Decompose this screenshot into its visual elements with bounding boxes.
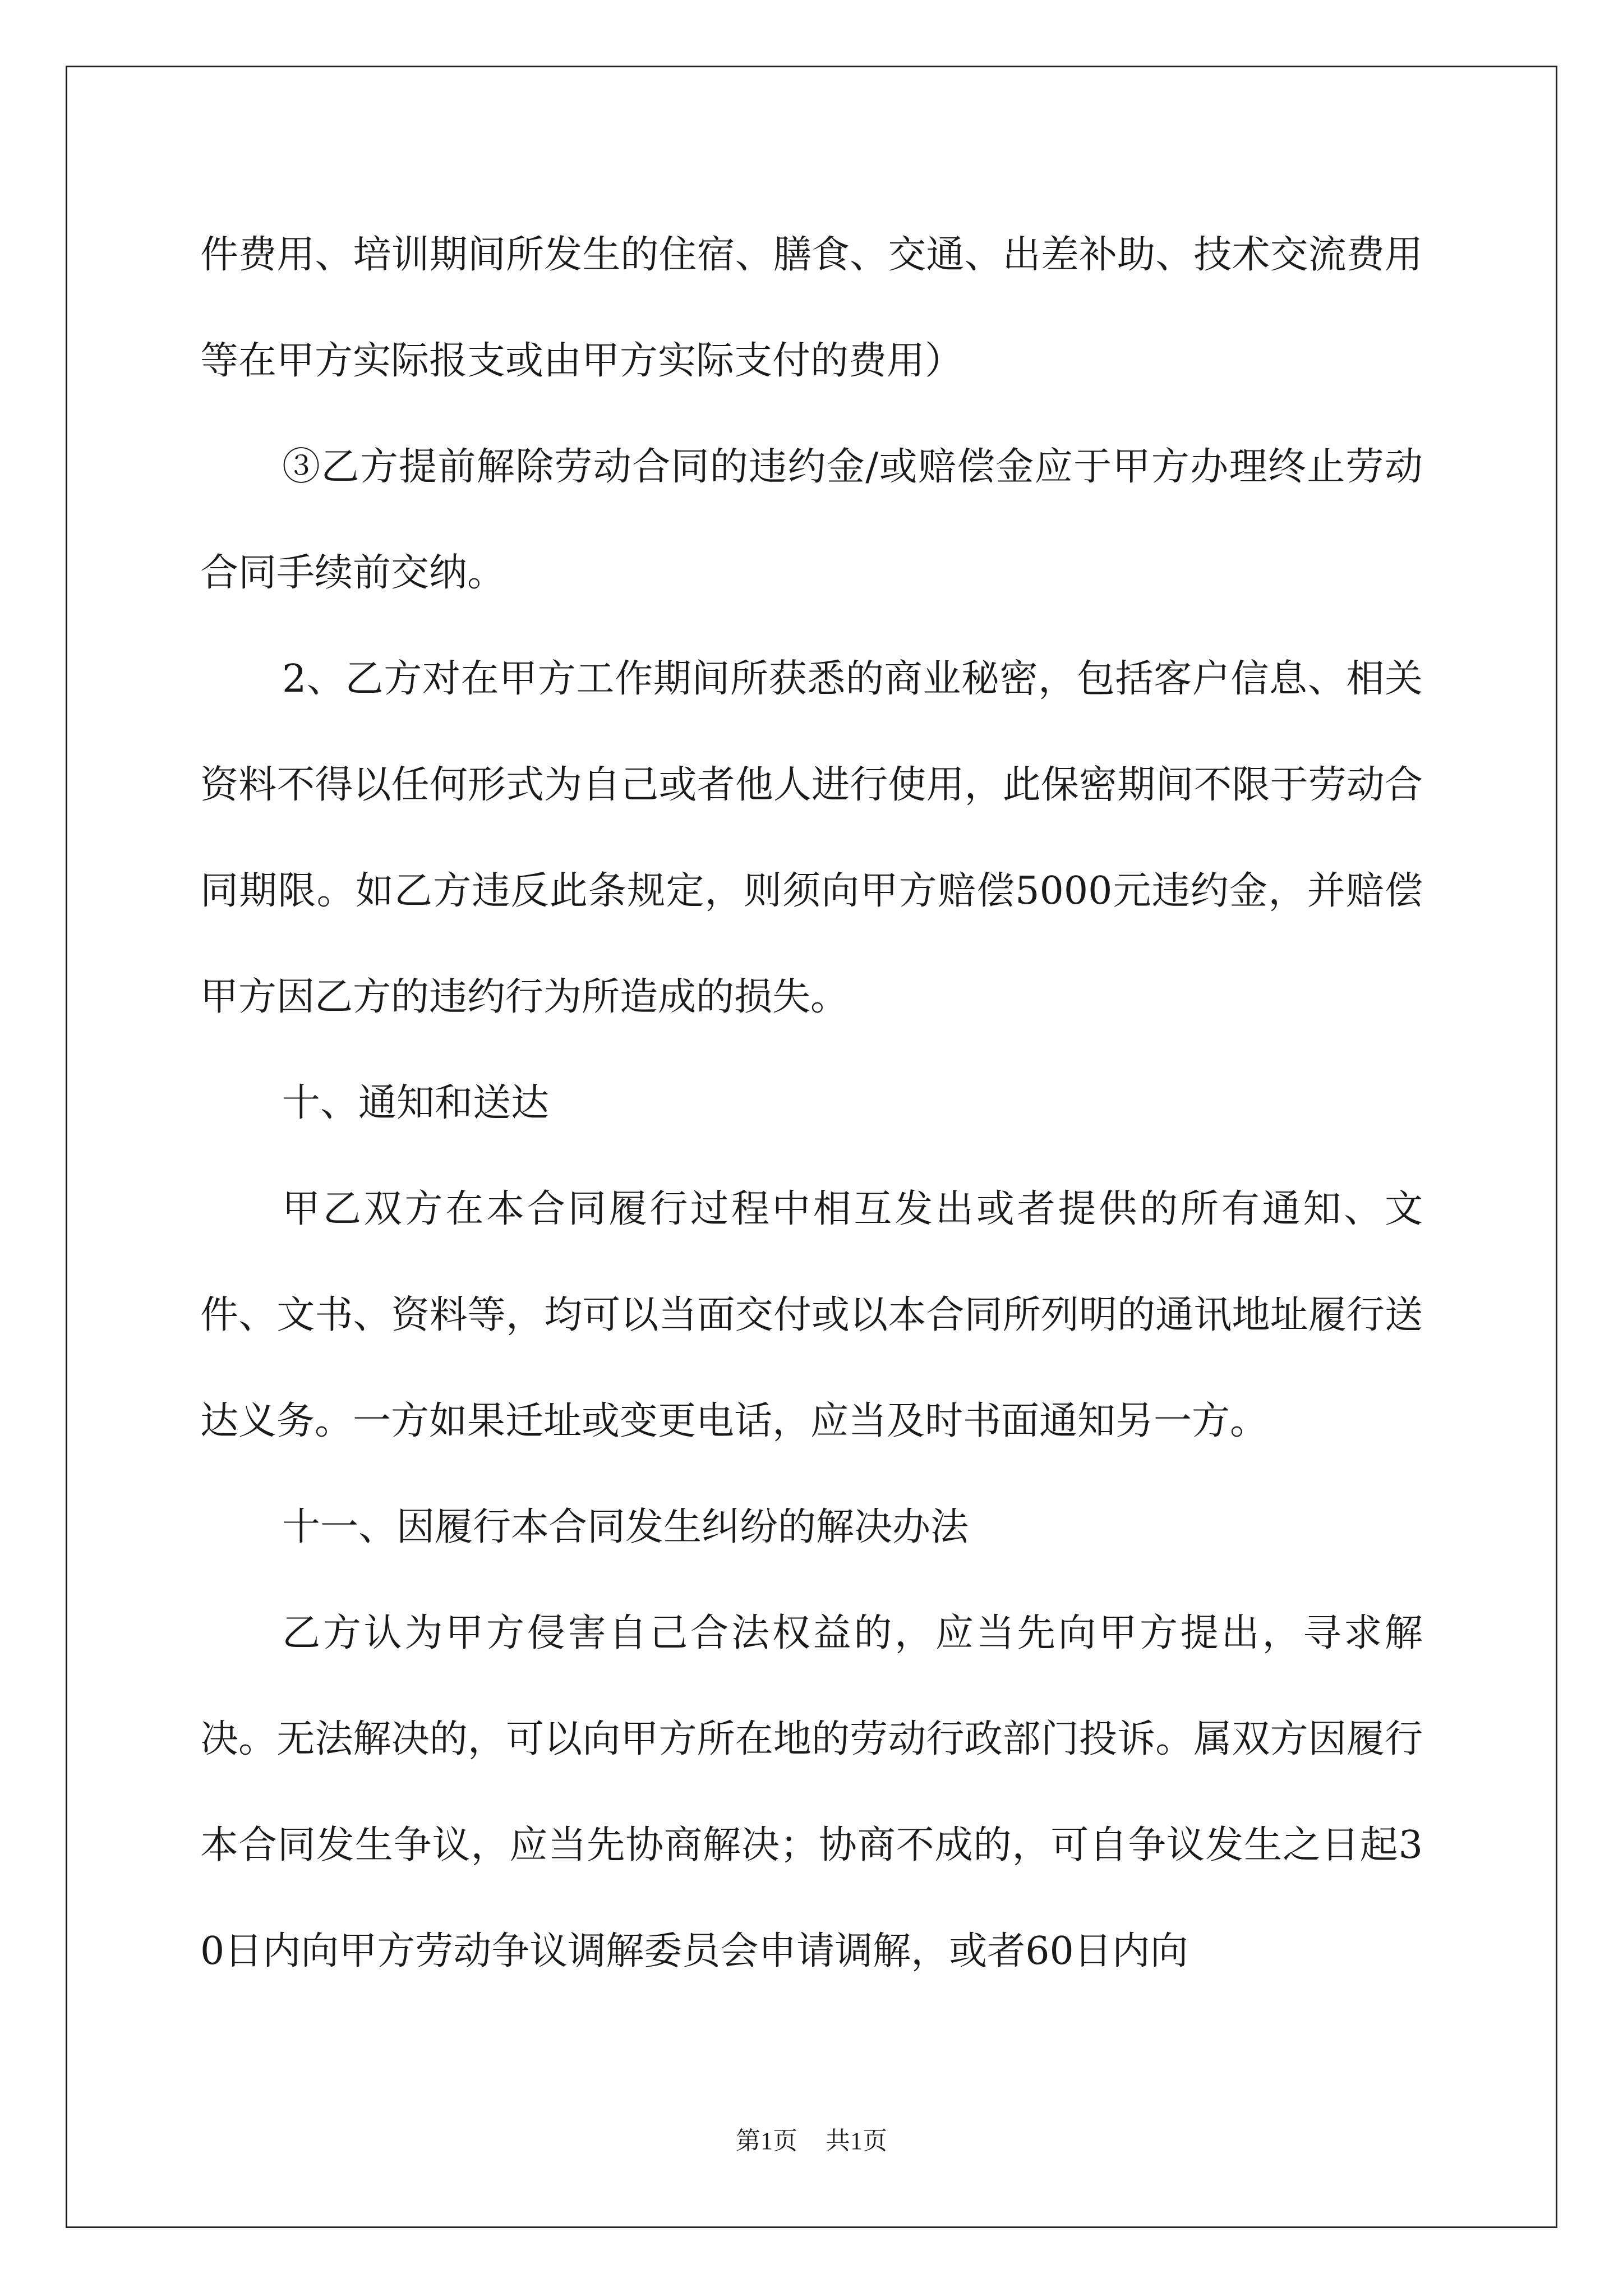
- section-heading-dispute: 十一、因履行本合同发生纠纷的解决办法: [282, 1505, 969, 1549]
- paragraph-2: ③乙方提前解除劳动合同的违约金/或赔偿金应于甲方办理终止劳动合同手续前交纳。: [200, 445, 1423, 595]
- paragraph-7: 乙方认为甲方侵害自己合法权益的，应当先向甲方提出，寻求解决。无法解决的，可以向甲方所在地的劳动行政部门投诉。属双方因履行本合同发生争议，应当先协商解决；协商不成的，可自争议发生之日起30日内向甲方劳动争议调解委员会申请调解，或者60日内向: [200, 1611, 1423, 1973]
- section-heading-notice: 十、通知和送达: [282, 1081, 550, 1125]
- page-number: 第1页: [736, 2127, 797, 2155]
- page-footer: [0, 2120, 1623, 2156]
- paragraph-5: 甲乙双方在本合同履行过程中相互发出或者提供的所有通知、文件、文书、资料等，均可以当面交付或以本合同所列明的通讯地址履行送达义务。一方如果迁址或变更电话，应当及时书面通知另一方。: [200, 1187, 1423, 1443]
- paragraph-3: 2、乙方对在甲方工作期间所获悉的商业秘密，包括客户信息、相关资料不得以任何形式为自己或者他人进行使用，此保密期间不限于劳动合同期限。如乙方违反此条规定，则须向甲方赔偿5000元违约金，并赔偿甲方因乙方的违约行为所造成的损失。: [200, 657, 1423, 1019]
- document-body: [200, 202, 1423, 2004]
- paragraph-1: 件费用、培训期间所发生的住宿、膳食、交通、出差补助、技术交流费用等在甲方实际报支或由甲方实际支付的费用）: [200, 233, 1423, 383]
- page-total: 共1页: [826, 2127, 887, 2155]
